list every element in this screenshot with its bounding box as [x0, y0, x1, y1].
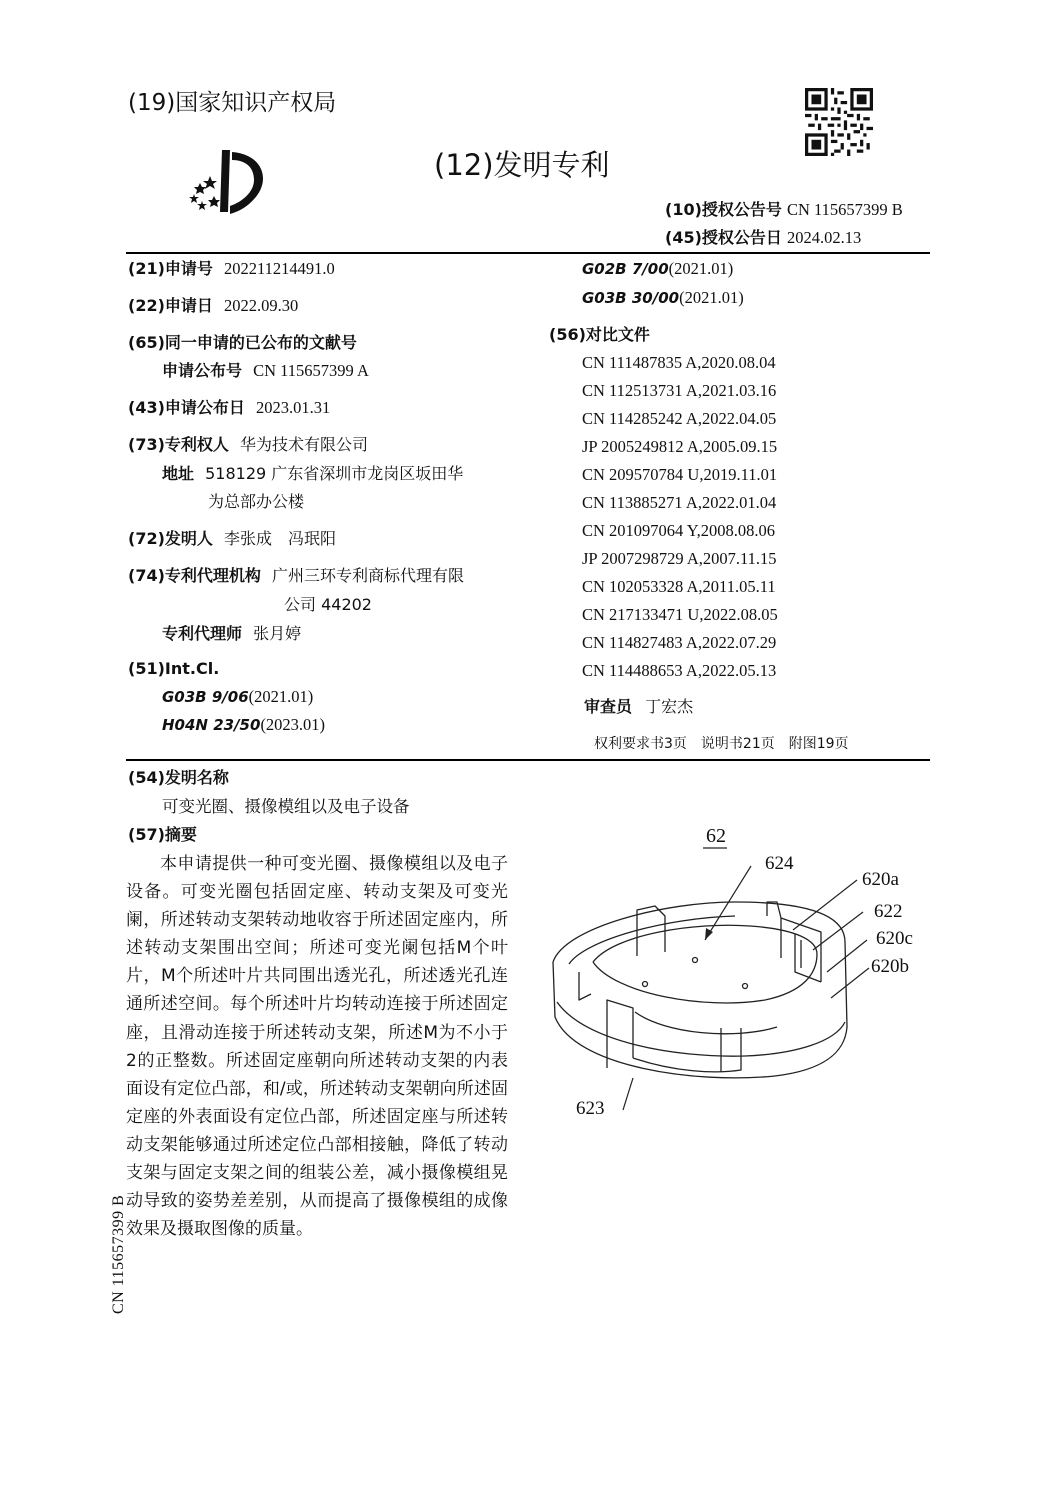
figure-label: 622: [874, 901, 903, 922]
cnipa-logo: [172, 146, 272, 218]
agent-label: 专利代理师: [162, 624, 243, 643]
reference-item: CN 114827483 A,2022.07.29: [582, 633, 777, 652]
application-number-label: (21)申请号: [128, 259, 213, 278]
examiner-label: 审查员: [584, 697, 633, 716]
reference-item: CN 201097064 Y,2008.08.06: [582, 521, 775, 540]
title-heading: [128, 766, 229, 790]
address-line-1: 518129 广东省深圳市龙岗区坂田华: [205, 464, 464, 483]
intcl-code: H04N 23/50: [162, 716, 261, 734]
reference-item: CN 114488653 A,2022.05.13: [582, 661, 777, 680]
reference-item: CN 102053328 A,2011.05.11: [582, 577, 776, 596]
references-heading: [549, 323, 650, 347]
inventors: 李张成 冯珉阳: [224, 529, 337, 548]
intcl-code: G03B 9/06: [162, 688, 249, 706]
side-patent-number: CN 115657399 B: [110, 1194, 127, 1314]
intcl-version: (2021.01): [668, 259, 734, 278]
invention-title: 可变光圈、摄像模组以及电子设备: [162, 797, 410, 816]
agent-row: [162, 622, 301, 646]
abstract-text: 本申请提供一种可变光圈、摄像模组以及电子设备。可变光圈包括固定座、转动支架及可变光阑，所述转动支架转动地收容于所述固定座内，所述转动支架围出空间；所述可变光阑包括M个叶片，M个所述叶片共同围出透光孔，所述透光孔连通所述空间。每个所述叶片均转动连接于所述固定座，且滑动连接于所述转动支架，所述M为不小于2的正整数。所述固定座朝向所述转动支架的内表面设有定位凸部，和/或，所述转动支架朝向所述固定座的外表面设有定位凸部，所述固定座与所述转动支架能够通过所述定位凸部相接触，降低了转动支架与固定支架之间的组装公差，减小摄像模组晃动导致的姿势差差别，从而提高了摄像模组的成像效果及摄取图像的质量。: [126, 854, 508, 1240]
figure-number: 62: [706, 825, 726, 847]
figure-label: 620a: [862, 869, 899, 890]
agency-line-1: 广州三环专利商标代理有限: [272, 566, 465, 585]
address-label: 地址: [162, 464, 195, 483]
intcl-item: [582, 257, 733, 281]
figure-label: 623: [576, 1098, 605, 1119]
patentee-row: [128, 433, 368, 457]
qr-code: [805, 88, 873, 156]
agency-line-2: [284, 593, 372, 617]
abstract-label: (57)摘要: [128, 825, 197, 844]
grant-date-row: [665, 226, 861, 250]
document-type: (12)发明专利: [434, 148, 610, 182]
section-rule: [126, 759, 930, 761]
prior-publication-label: (65)同一申请的已公布的文献号: [128, 333, 357, 352]
figure-label: 620c: [876, 928, 913, 949]
page-counts: 权利要求书3页 说明书21页 附图19页: [594, 736, 849, 752]
grant-date: 2024.02.13: [787, 228, 862, 247]
patentee: 华为技术有限公司: [240, 435, 369, 454]
prior-publication-row: [128, 331, 357, 355]
reference-item: CN 113885271 A,2022.01.04: [582, 493, 777, 512]
application-number-row: [128, 257, 335, 281]
grant-number-row: [665, 198, 903, 222]
intcl-item: [582, 286, 744, 310]
intcl-code: G03B 30/00: [582, 289, 680, 307]
publication-date-label: (43)申请公布日: [128, 398, 245, 417]
header-rule: [126, 252, 930, 254]
publication-number: CN 115657399 A: [253, 361, 369, 380]
examiner: 丁宏杰: [645, 697, 694, 716]
intcl-item: [162, 685, 313, 709]
intcl-version: (2021.01): [248, 687, 314, 706]
reference-item: CN 111487835 A,2020.08.04: [582, 353, 776, 372]
references-label: (56)对比文件: [549, 325, 650, 344]
grant-number: CN 115657399 B: [787, 200, 903, 219]
intcl-version: (2021.01): [679, 288, 744, 307]
inventors-label: (72)发明人: [128, 529, 213, 548]
intcl-code: G02B 7/00: [582, 260, 669, 278]
reference-item: CN 114285242 A,2022.04.05: [582, 409, 777, 428]
application-date-label: (22)申请日: [128, 296, 213, 315]
address-row: [162, 462, 463, 486]
figure-label: 624: [765, 853, 794, 874]
reference-item: JP 2005249812 A,2005.09.15: [582, 437, 778, 456]
reference-item: CN 112513731 A,2021.03.16: [582, 381, 777, 400]
publication-date: 2023.01.31: [256, 398, 331, 417]
reference-item: JP 2007298729 A,2007.11.15: [582, 549, 777, 568]
agency-row: [128, 564, 464, 588]
agent: 张月婷: [253, 624, 302, 643]
intcl-label: (51)Int.Cl.: [128, 659, 220, 678]
agency-line-2-text: 公司 44202: [284, 595, 372, 614]
grant-date-label: (45)授权公告日: [665, 228, 782, 247]
intcl-version: (2023.01): [260, 715, 326, 734]
reference-item: CN 217133471 U,2022.08.05: [582, 605, 778, 624]
patentee-label: (73)专利权人: [128, 435, 229, 454]
publication-number-row: [162, 359, 369, 383]
inventors-row: [128, 527, 336, 551]
application-date-row: [128, 294, 298, 318]
office-name: (19)国家知识产权局: [128, 90, 337, 116]
examiner-row: [584, 695, 693, 719]
abstract-heading: [128, 823, 197, 847]
publication-date-row: [128, 396, 330, 420]
reference-item: CN 209570784 U,2019.11.01: [582, 465, 778, 484]
application-number: 202211214491.0: [224, 259, 335, 278]
grant-number-label: (10)授权公告号: [665, 200, 782, 219]
application-date: 2022.09.30: [224, 296, 299, 315]
title-label: (54)发明名称: [128, 768, 229, 787]
address-line-2: 为总部办公楼: [208, 492, 305, 511]
intcl-row: [128, 657, 219, 681]
publication-number-label: 申请公布号: [162, 361, 243, 380]
figure-label: 620b: [871, 956, 909, 977]
intcl-item: [162, 713, 325, 737]
agency-label: (74)专利代理机构: [128, 566, 261, 585]
